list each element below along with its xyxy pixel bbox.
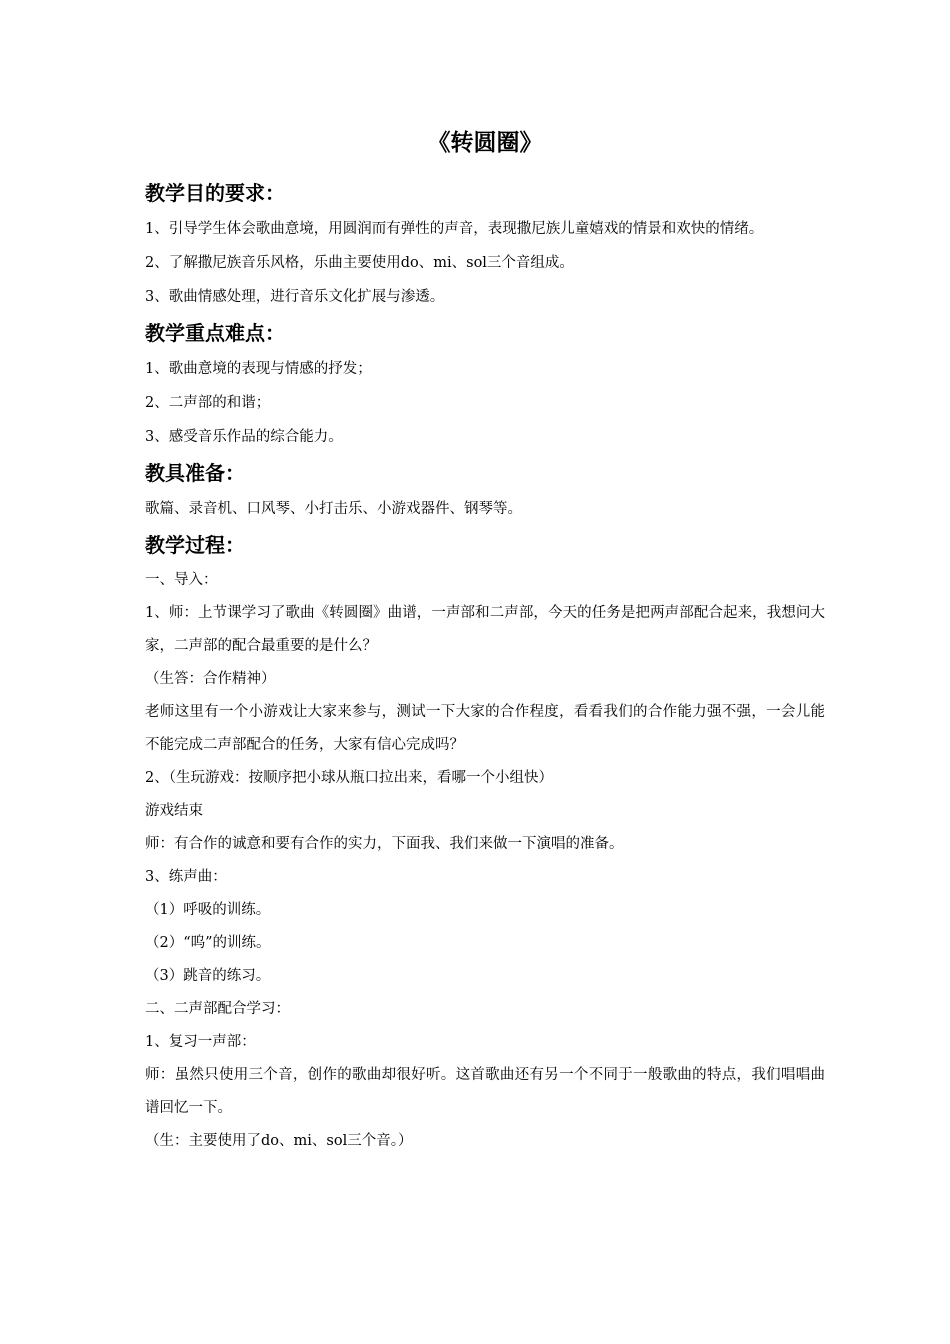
objective-item-1: 1、引导学生体会歌曲意境，用圆润而有弹性的声音，表现撒尼族儿童嬉戏的情景和欢快的情绪。: [145, 221, 764, 237]
key-point-item-2: 2、二声部的和谐；: [145, 395, 271, 411]
process-item-4: 老师这里有一个小游戏让大家来参与，测试一下大家的合作程度，看看我们的合作能力强不强，一会儿能不能完成二声部配合的任务，大家有信心完成吗？: [145, 704, 825, 753]
process-item-13: 1、复习一声部：: [145, 1034, 256, 1050]
key-points-heading: 教学重点难点：: [145, 321, 285, 345]
process-section: [145, 532, 825, 1158]
process-item-8: 3、练声曲：: [145, 869, 227, 885]
key-points-section: [145, 320, 825, 454]
process-item-14: 师：虽然只使用三个音，创作的歌曲却很好听。这首歌曲还有另一个不同于一般歌曲的特点，我们唱唱曲谱回忆一下。: [145, 1067, 825, 1116]
process-item-2: 1、师：上节课学习了歌曲《转圆圈》曲谱，一声部和二声部，今天的任务是把两声部配合起来，我想问大家，二声部的配合最重要的是什么？: [145, 605, 825, 654]
process-heading: 教学过程：: [145, 533, 245, 557]
key-point-item-3: 3、感受音乐作品的综合能力。: [145, 429, 343, 445]
objectives-section: [145, 180, 825, 314]
document-title: 《转圆圈》: [427, 130, 543, 156]
process-item-9: （1）呼吸的训练。: [145, 902, 271, 918]
materials-heading: 教具准备：: [145, 461, 245, 485]
process-item-3: （生答：合作精神）: [145, 671, 276, 687]
materials-item-1: 歌篇、录音机、口风琴、小打击乐、小游戏器件、钢琴等。: [145, 501, 522, 517]
materials-section: [145, 460, 825, 526]
process-item-7: 师：有合作的诚意和要有合作的实力，下面我、我们来做一下演唱的准备。: [145, 836, 624, 852]
process-item-11: （3）跳音的练习。: [145, 968, 271, 984]
process-item-12: 二、二声部配合学习：: [145, 1001, 290, 1017]
process-item-10: （2）“呜”的训练。: [145, 935, 271, 951]
process-item-15: （生：主要使用了do、mi、sol三个音。）: [145, 1133, 413, 1149]
process-item-1: 一、导入：: [145, 572, 218, 588]
objective-item-2: 2、了解撒尼族音乐风格，乐曲主要使用do、mi、sol三个音组成。: [145, 255, 574, 271]
process-item-6: 游戏结束: [145, 803, 203, 819]
process-item-5: 2、（生玩游戏：按顺序把小球从瓶口拉出来，看哪一个小组快）: [145, 770, 553, 786]
key-point-item-1: 1、歌曲意境的表现与情感的抒发；: [145, 361, 372, 377]
objectives-heading: 教学目的要求：: [145, 181, 285, 205]
objective-item-3: 3、歌曲情感处理，进行音乐文化扩展与渗透。: [145, 289, 445, 305]
document-page: [145, 128, 825, 1158]
